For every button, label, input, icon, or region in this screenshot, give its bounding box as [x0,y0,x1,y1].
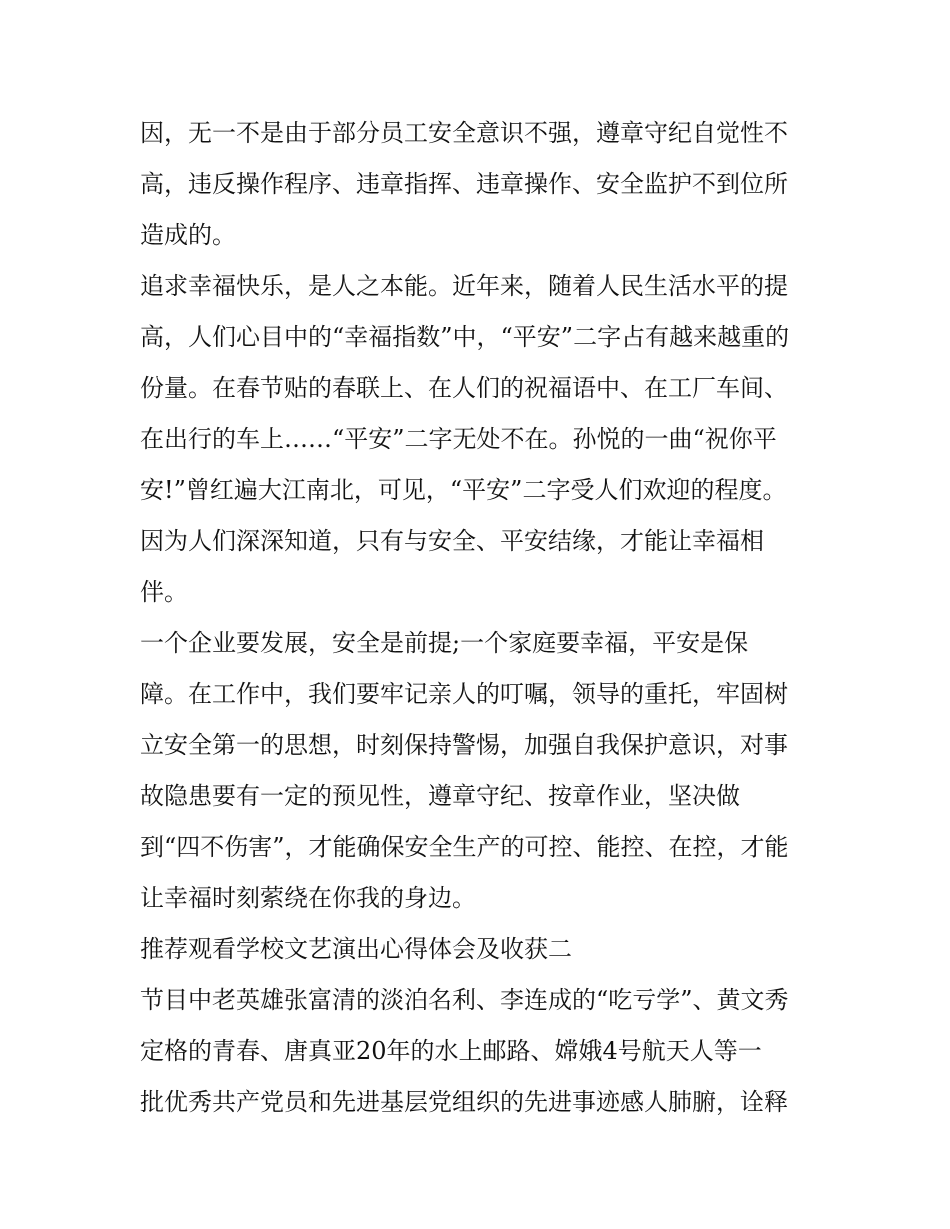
text-line-20: 批优秀共产党员和先进基层党组织的先进事迹感人肺腑，诠释 [140,1088,788,1116]
text-line-6: 份量。在春节贴的春联上、在人们的祝福语中、在工厂车间、 [140,374,788,402]
text-line-9: 因为人们深深知道，只有与安全、平安结缘，才能让幸福相 [140,527,764,555]
text-line-8: 安!”曾红遍大江南北，可见，“平安”二字受人们欢迎的程度。 [140,476,787,504]
text-line-13: 立安全第一的思想，时刻保持警惕，加强自我保护意识，对事 [140,731,788,759]
text-line-7: 在出行的车上……“平安”二字无处不在。孙悦的一曲“祝你平 [140,425,777,453]
text-line-17: 推荐观看学校文艺演出心得体会及收获二 [140,935,572,963]
text-line-18: 节目中老英雄张富清的淡泊名利、李连成的“吃亏学”、黄文秀 [140,986,789,1014]
text-line-2: 高，违反操作程序、违章指挥、违章操作、安全监护不到位所 [140,170,788,198]
text-line-14: 故隐患要有一定的预见性，遵章守纪、按章作业，坚决做 [140,782,740,810]
document-body [140,108,820,1128]
text-line-3: 造成的。 [140,221,236,249]
text-line-4: 追求幸福快乐，是人之本能。近年来，随着人民生活水平的提 [140,272,788,300]
text-line-5: 高，人们心目中的“幸福指数”中，“平安”二字占有越来越重的 [140,323,790,351]
text-line-16: 让幸福时刻萦绕在你我的身边。 [140,884,476,912]
text-line-1: 因，无一不是由于部分员工安全意识不强，遵章守纪自觉性不 [140,119,788,147]
text-line-10: 伴。 [140,578,188,606]
text-line-15: 到“四不伤害”，才能确保安全生产的可控、能控、在控，才能 [140,833,789,861]
text-line-12: 障。在工作中，我们要牢记亲人的叮嘱，领导的重托，牢固树 [140,680,788,708]
text-line-19: 定格的青春、唐真亚20年的水上邮路、嫦娥4号航天人等一 [140,1037,762,1065]
text-line-11: 一个企业要发展，安全是前提;一个家庭要幸福，平安是保 [140,629,749,657]
